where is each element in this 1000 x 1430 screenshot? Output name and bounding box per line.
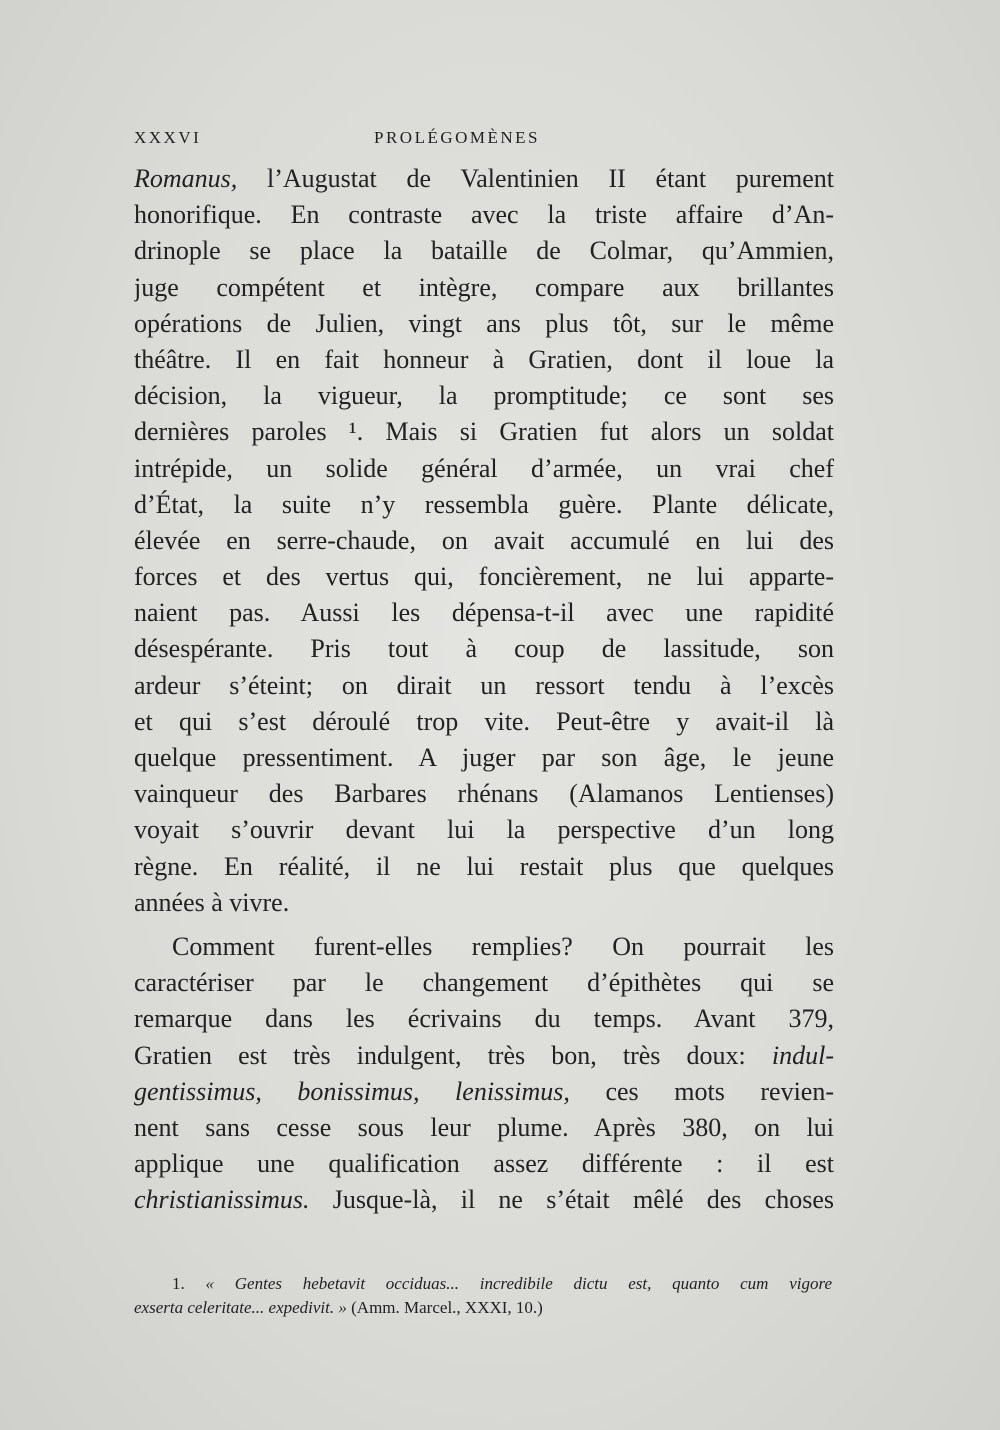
text-segment: naient pas. Aussi les dépensa-t-il avec une rapidité: [134, 598, 834, 628]
text-segment: opérations de Julien, vingt ans plus tôt, sur le même: [134, 308, 834, 338]
text-line: [134, 595, 834, 631]
text-line: [134, 1182, 834, 1218]
text-line: [134, 631, 834, 667]
text-segment: d’État, la suite n’y ressembla guère. Plante délicate,: [134, 489, 834, 519]
text-segment: dernières paroles ¹. Mais si Gratien fut alors un soldat: [134, 417, 834, 447]
footnote-italic-text: « Gentes hebetavit occiduas... incredibile dictu est, quanto cum vigore: [205, 1274, 832, 1293]
text-segment: décision, la vigueur, la promptitude; ce sont ses: [134, 381, 834, 411]
text-segment: règne. En réalité, il ne lui restait plus que quelques: [134, 851, 834, 881]
text-segment: caractériser par le changement d’épithètes qui se: [134, 968, 834, 998]
text-segment: quelque pressentiment. A juger par son âge, le jeune: [134, 743, 834, 772]
text-segment: honorifique. En contraste avec la triste affaire d’An-: [134, 200, 834, 230]
text-segment: l’Augustat de Valentinien II étant purement: [237, 164, 834, 193]
italic-text: indul-: [771, 1040, 834, 1070]
paragraph: [134, 929, 834, 1219]
footnote-text: 1.: [172, 1274, 206, 1293]
text-segment: juge compétent et intègre, compare aux brillantes: [134, 272, 834, 302]
text-line: [134, 197, 834, 233]
text-line: [134, 342, 834, 378]
text-line: [134, 306, 834, 342]
page-header: [134, 128, 834, 158]
paragraph: [134, 161, 834, 921]
text-line: [134, 965, 834, 1001]
text-line: [134, 523, 834, 559]
text-segment: vainqueur des Barbares rhénans (Alamanos Lentienses): [134, 779, 834, 809]
italic-text: Romanus,: [134, 164, 238, 193]
text-segment: intrépide, un solide général d’armée, un vrai chef: [134, 453, 834, 483]
italic-text: gentissimus, bonissimus, lenissimus,: [134, 1076, 570, 1106]
text-segment: élevée en serre-chaude, on avait accumulé en lui des: [134, 525, 834, 555]
text-segment: Jusque-là, il ne s’était mêlé des choses: [309, 1185, 834, 1215]
text-line: [134, 559, 834, 595]
body-text: [134, 161, 834, 1218]
text-segment: remarque dans les écrivains du temps. Avant 379,: [134, 1004, 834, 1034]
text-line: [134, 1001, 834, 1037]
text-segment: ardeur s’éteint; on dirait un ressort tendu à l’excès: [134, 670, 834, 700]
text-segment: drinople se place la bataille de Colmar, qu’Ammien,: [134, 236, 834, 266]
footnote-italic-text: exserta celeritate... expedivit. »: [134, 1298, 347, 1317]
text-line: [134, 414, 834, 450]
text-line: [134, 776, 834, 812]
text-segment: et qui s’est déroulé trop vite. Peut-être y avait-il là: [134, 706, 834, 736]
text-line: [134, 704, 834, 740]
text-segment: ces mots revien-: [569, 1076, 834, 1106]
text-segment: années à vivre.: [134, 887, 290, 917]
italic-text: christianissimus.: [134, 1185, 310, 1215]
text-line: [134, 1110, 834, 1146]
footnote: [134, 1272, 832, 1320]
text-segment: nent sans cesse sous leur plume. Après 380, on lui: [134, 1112, 834, 1142]
text-segment: désespérante. Pris tout à coup de lassitude, son: [134, 634, 834, 664]
text-line: [134, 740, 834, 776]
text-line: [134, 668, 834, 704]
text-segment: applique une qualification assez différente : il est: [134, 1149, 834, 1179]
text-segment: voyait s’ouvrir devant lui la perspective d’un long: [134, 815, 834, 845]
text-line: [134, 451, 834, 487]
footnote-line: [134, 1296, 832, 1320]
footnote-line: [172, 1272, 832, 1296]
paragraph-gap: [134, 921, 834, 929]
page-number: XXXVI: [134, 128, 202, 147]
text-line: [134, 1038, 834, 1074]
text-line: [134, 378, 834, 414]
text-line: [134, 233, 834, 269]
text-line: [134, 812, 834, 848]
text-line: [134, 487, 834, 523]
text-line: [134, 1146, 834, 1182]
text-segment: théâtre. Il en fait honneur à Gratien, dont il loue la: [134, 344, 834, 374]
text-line: [134, 270, 834, 306]
text-line: [134, 1074, 834, 1110]
footnote-text: (Amm. Marcel., XXXI, 10.): [346, 1298, 543, 1317]
text-line: [134, 849, 834, 885]
text-line: [134, 929, 834, 965]
text-line: [134, 161, 834, 197]
text-segment: forces et des vertus qui, foncièrement, ne lui apparte-: [134, 562, 834, 592]
running-title: PROLÉGOMÈNES: [374, 128, 541, 147]
text-segment: Gratien est très indulgent, très bon, très doux:: [134, 1040, 772, 1070]
text-line: [134, 885, 834, 921]
text-segment: Comment furent-elles remplies? On pourrait les: [172, 931, 834, 961]
